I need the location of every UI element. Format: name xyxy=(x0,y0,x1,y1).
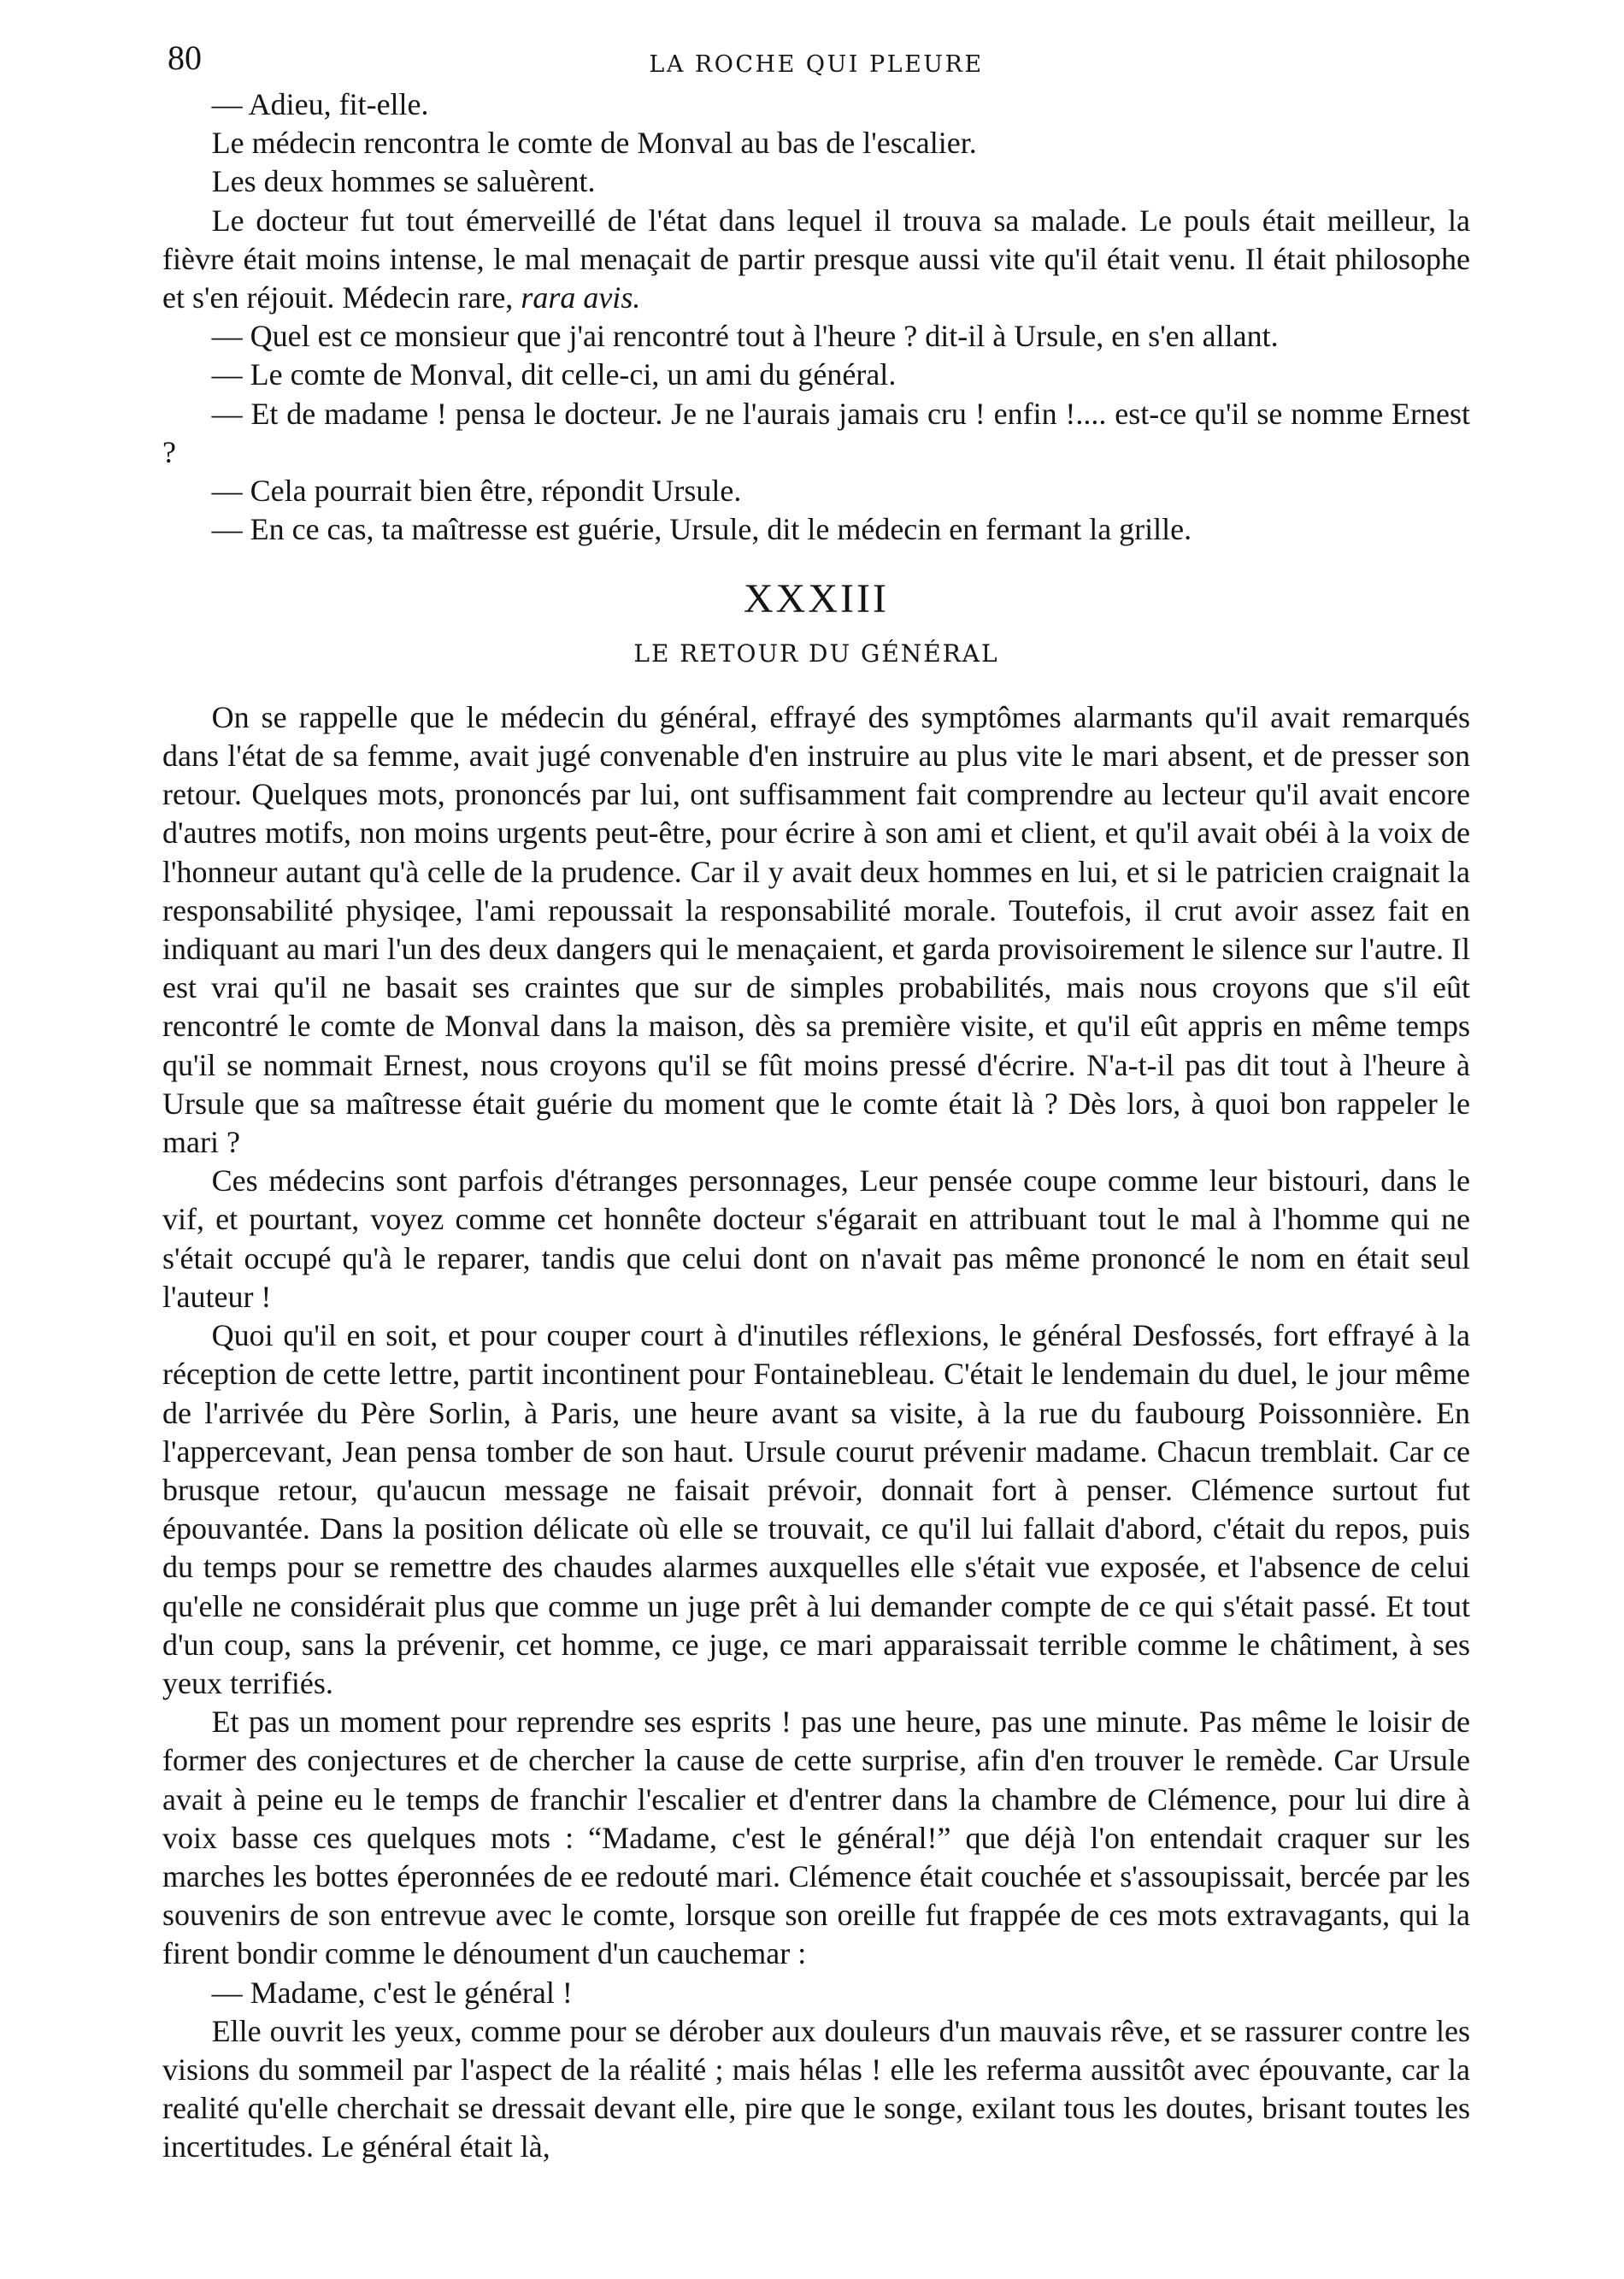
paragraph: Le médecin rencontra le comte de Monval au bas de l'escalier. xyxy=(211,126,977,161)
paragraph xyxy=(162,202,1470,318)
paragraph: Quoi qu'il en soit, et pour couper court à d'inutiles réflexions, le général Desfossés, fort effrayé à la réception de cette lettre, partit incontinent pour Fontainebleau. C'était le lendemain du duel, le jour même de l'arrivée du Père Sorlin, à Paris, une heure avant sa visite, à la rue du faubourg Poissonnière. En l'appercevant, Jean pensa tomber de son haut. Ursule courut prévenir madame. Chacun tremblait. Car ce brusque retour, qu'aucun message ne faisait prévoir, donnait fort à penser. Clémence surtout fut épouvantée. Dans la position délicate où elle se trouvait, ce qu'il lui fallait d'abord, c'était du repos, puis du temps pour se remettre des chaudes alarmes auxquelles elle s'était vue exposée, et l'absence de celui qu'elle ne considérait plus que comme un juge prêt à lui demander compte de ce qui s'était passé. Et tout d'un coup, sans la prévenir, cet homme, ce juge, ce mari apparaissait terrible comme le châtiment, à ses yeux terrifiés. xyxy=(162,1318,1470,1700)
chapter-number: XXXIII xyxy=(744,576,889,622)
chapter-title: LE RETOUR DU GÉNÉRAL xyxy=(633,639,999,668)
paragraph: On se rappelle que le médecin du général, effrayé des symptômes alarmants qu'il avait remarqués dans l'état de sa femme, avait jugé convenable d'en instruire au plus vite le mari absent, et de presser son retour. Quelques mots, prononcés par lui, ont suffisamment fait comprendre au lecteur qu'il avait encore d'autres motifs, non moins urgents peut-être, pour écrire à son ami et client, et qu'il avait obéi à la voix de l'honneur autant qu'à celle de la prudence. Car il y avait deux hommes en lui, et si le patricien craignait la responsabilité physiqee, l'ami repoussait la responsabilité morale. Toutefois, il crut avoir assez fait en indiquant au mari l'un des deux dangers qui le menaçaient, et garda provisoirement le silence sur l'autre. Il est vrai qu'il ne basait ses craintes que sur de simples probabilités, mais nous croyons que s'il eût rencontré le comte de Monval dans la maison, dès sa première visite, et qu'il eût appris en même temps qu'il se nommait Ernest, nous croyons qu'il se fût moins pressé d'écrire. N'a-t-il pas dit tout à l'heure à Ursule que sa maîtresse était guérie du moment que le comte était là ? Dès lors, à quoi bon rappeler le mari ? xyxy=(162,699,1470,1160)
paragraph: — Cela pourrait bien être, répondit Ursule. xyxy=(211,474,742,509)
paragraph: — En ce cas, ta maîtresse est guérie, Ursule, dit le médecin en fermant la grille. xyxy=(211,512,1192,547)
paragraph: — Et de madame ! pensa le docteur. Je ne l'aurais jamais cru ! enfin !.... est-ce qu'il se nomme Ernest ? xyxy=(162,396,1470,469)
paragraph: Ces médecins sont parfois d'étranges personnages, Leur pensée coupe comme leur bistouri, dans le vif, et pourtant, voyez comme cet honnête docteur s'égarait en attribuant tout le mal à l'homme qui ne s'était occupé qu'à le reparer, tandis que celui dont on n'avait pas même prononcé le nom en était seul l'auteur ! xyxy=(162,1163,1470,1314)
paragraph: Et pas un moment pour reprendre ses esprits ! pas une heure, pas une minute. Pas même le loisir de former des conjectures et de chercher la cause de cette surprise, afin d'en trouver le remède. Car Ursule avait à peine eu le temps de franchir l'escalier et d'entrer dans la chambre de Clémence, pour lui dire à voix basse ces quelques mots : “Madame, c'est le général!” que déjà l'on entendait craquer sur les marches les bottes éperonnées de ee redouté mari. Clémence était couchée et s'assoupissait, bercée par les souvenirs de son entrevue avec le comte, lorsque son oreille fut frappée de ces mots extravagants, qui la firent bondir comme le dénoument d'un cauchemar : xyxy=(162,1705,1470,1971)
paragraph: — Adieu, fit-elle. xyxy=(211,87,429,121)
running-title: LA ROCHE QUI PLEURE xyxy=(649,51,984,78)
paragraph: Les deux hommes se saluèrent. xyxy=(211,164,596,199)
body-text xyxy=(162,85,1470,2167)
paragraph: — Le comte de Monval, dit celle-ci, un ami du général. xyxy=(211,357,897,392)
book-page xyxy=(162,34,1470,2248)
paragraph: — Quel est ce monsieur que j'ai rencontré tout à l'heure ? dit-il à Ursule, en s'en allant. xyxy=(211,319,1279,354)
running-head xyxy=(162,34,1470,85)
paragraph-text: Le docteur fut tout émerveillé de l'état dans lequel il trouva sa malade. Le pouls était meilleur, la fièvre était moins intense, le mal menaçait de partir presque aussi vite qu'il était venu. Il était philosophe et s'en réjouit. Médecin rare, xyxy=(162,203,1470,315)
paragraph: Elle ouvrit les yeux, comme pour se dérober aux douleurs d'un mauvais rêve, et se rassurer contre les visions du sommeil par l'aspect de la réalité ; mais hélas ! elle les referma aussitôt avec épouvante, car la realité qu'elle cherchait se dressait devant elle, pire que le songe, exilant tous les doutes, brisant toutes les incertitudes. Le général était là, xyxy=(162,2013,1470,2164)
latin-phrase: rara avis. xyxy=(521,280,641,315)
paragraph: — Madame, c'est le général ! xyxy=(211,1975,573,2010)
page-number: 80 xyxy=(168,38,202,77)
